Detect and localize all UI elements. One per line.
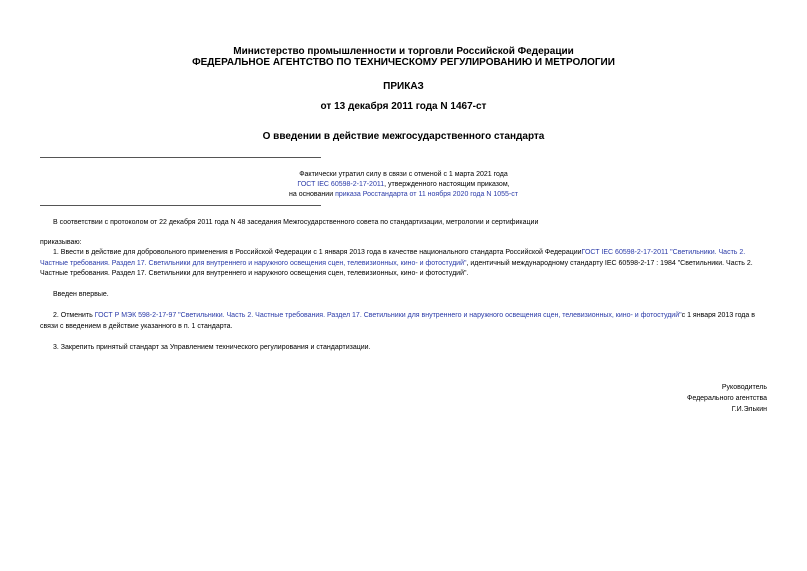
gost-r-link[interactable]: ГОСТ Р МЭК 598-2-17-97 "Светильники. Часть 2. Частные требования. Раздел 17. Светильники для внутреннего и наружного освещения сцен, телевизионных, кино- и фотостудий" <box>94 312 682 319</box>
order-word: приказываю: <box>40 239 82 246</box>
date-number: от 13 декабря 2011 года N 1467-ст <box>320 101 487 112</box>
item-1-text: 1. Ввести в действие для добровольного применения в Российской Федерации с 1 января 2013 года в качестве национального стандарта Российской Федерации <box>53 249 582 256</box>
first-time-note: Введен впервые. <box>53 291 109 298</box>
divider-top <box>40 157 321 158</box>
signature-title-2: Федерального агентства <box>687 395 767 402</box>
item-2-text: 2. Отменить <box>53 312 95 319</box>
ministry-title: Министерство промышленности и торговли Российской Федерации <box>233 46 574 57</box>
status-note-text: , утвержденного настоящим приказом, <box>384 181 510 188</box>
agency-title: ФЕДЕРАЛЬНОЕ АГЕНТСТВО ПО ТЕХНИЧЕСКОМУ РЕГУЛИРОВАНИЮ И МЕТРОЛОГИИ <box>192 57 615 68</box>
status-note-basis: на основании <box>289 191 336 198</box>
status-note-line2 <box>0 180 807 191</box>
document-type: ПРИКАЗ <box>383 81 424 92</box>
status-note-line1: Фактически утратил силу в связи с отменой с 1 марта 2021 года <box>299 171 508 178</box>
order-link[interactable]: приказа Росстандарта от 11 ноября 2020 года N 1055-ст <box>335 191 518 198</box>
item-3: 3. Закрепить принятый стандарт за Управлением технического регулирования и стандартизации. <box>53 344 371 351</box>
status-note-line3 <box>0 190 807 201</box>
item-1-tail: , идентичный международному стандарту IEC 60598-2-17 : 1984 "Светильники. Часть 2. Частные требования. Раздел 17. Светильники для внутреннего и наружного освещения сцен, телевизионных, кино- и фотостудий". <box>40 259 753 277</box>
item-2 <box>40 311 768 332</box>
gost-standard-link[interactable]: ГОСТ IEC 60598-2-17-2011 "Светильники. Часть 2. Частные требования. Раздел 17. Светильники для внутреннего и наружного освещения сцен, телевизионных, кино- и фотостудий" <box>40 249 746 267</box>
document-subject: О введении в действие межгосударственного стандарта <box>262 131 545 142</box>
signature-name: Г.И.Элькин <box>731 406 767 413</box>
signature-title-1: Руководитель <box>721 384 767 391</box>
item-1 <box>40 248 768 280</box>
gost-iec-link[interactable]: ГОСТ IEC 60598-2-17-2011 <box>297 181 385 188</box>
item-2-tail: с 1 января 2013 года в связи с введением в действие указанного в п. 1 стандарта. <box>40 312 755 330</box>
divider-bottom <box>40 205 321 206</box>
intro-paragraph: В соответствии с протоколом от 22 декабря 2011 года N 48 заседания Межгосударственного совета по стандартизации, метрологии и сертификации <box>53 219 539 226</box>
